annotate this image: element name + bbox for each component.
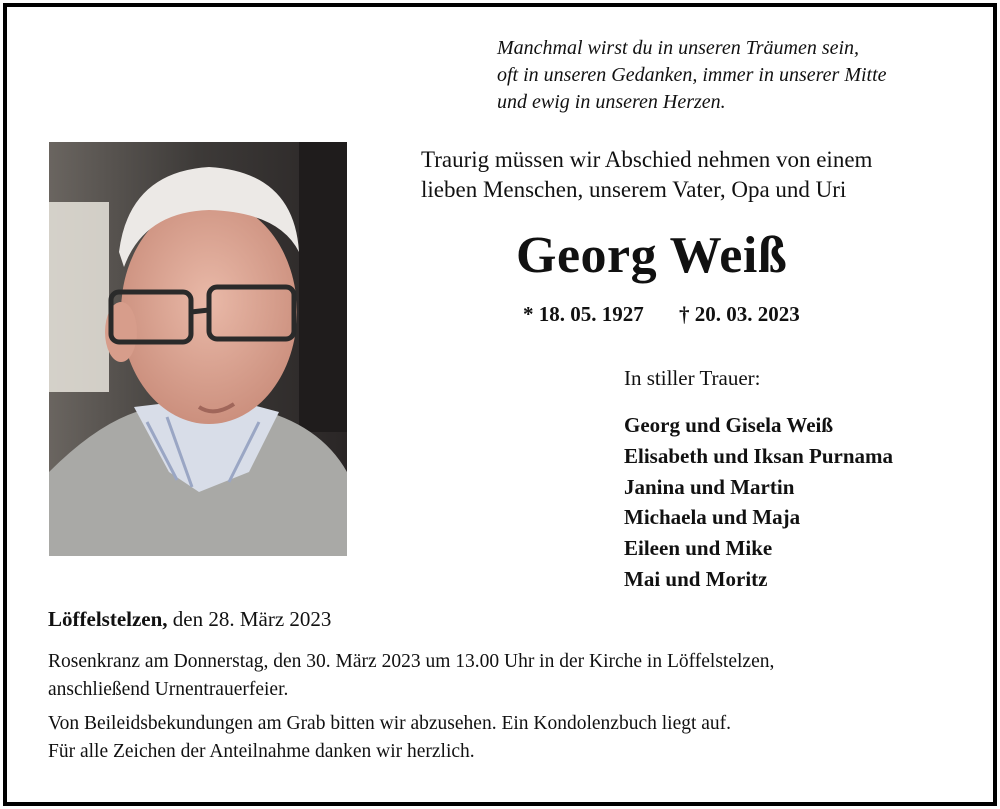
life-dates xyxy=(523,302,800,327)
thanks-note: Für alle Zeichen der Anteilnahme danken wir herzlich. xyxy=(48,741,475,762)
portrait-photo xyxy=(49,142,347,556)
birth-date: * 18. 05. 1927 xyxy=(523,302,644,326)
intro-line: Traurig müssen wir Abschied nehmen von einem xyxy=(421,147,873,172)
verse-line: oft in unseren Gedanken, immer in unserer Mitte xyxy=(497,64,887,86)
intro-line: lieben Menschen, unserem Vater, Opa und Uri xyxy=(421,177,847,202)
mourning-label: In stiller Trauer: xyxy=(624,366,761,390)
mourner-name: Eileen und Mike xyxy=(624,536,773,561)
mourner-name: Janina und Martin xyxy=(624,474,795,499)
intro-text xyxy=(421,145,872,205)
place: Löffelstelzen, xyxy=(48,607,168,631)
place-date-line xyxy=(48,607,331,632)
service-info-cont: anschließend Urnentrauerfeier. xyxy=(48,679,289,700)
death-date: † 20. 03. 2023 xyxy=(679,302,800,326)
condolence-note: Von Beileidsbekundungen am Grab bitten wir abzusehen. Ein Kondolenzbuch liegt auf. xyxy=(48,713,732,734)
mourner-name: Elisabeth und Iksan Purnama xyxy=(624,443,894,468)
deceased-name: Georg Weiß xyxy=(516,227,788,284)
notice-date: den 28. März 2023 xyxy=(172,607,332,631)
service-info: Rosenkranz am Donnerstag, den 30. März 2023 um 13.00 Uhr in der Kirche in Löffelstelzen, xyxy=(48,651,775,672)
memorial-verse xyxy=(497,35,887,116)
verse-line: und ewig in unseren Herzen. xyxy=(497,91,726,113)
mourner-name: Mai und Moritz xyxy=(624,566,768,591)
mourners-list xyxy=(624,410,893,595)
mourner-name: Georg und Gisela Weiß xyxy=(624,413,834,437)
verse-line: Manchmal wirst du in unseren Träumen sein, xyxy=(497,37,860,59)
mourner-name: Michaela und Maja xyxy=(624,505,801,530)
notices xyxy=(48,648,978,766)
